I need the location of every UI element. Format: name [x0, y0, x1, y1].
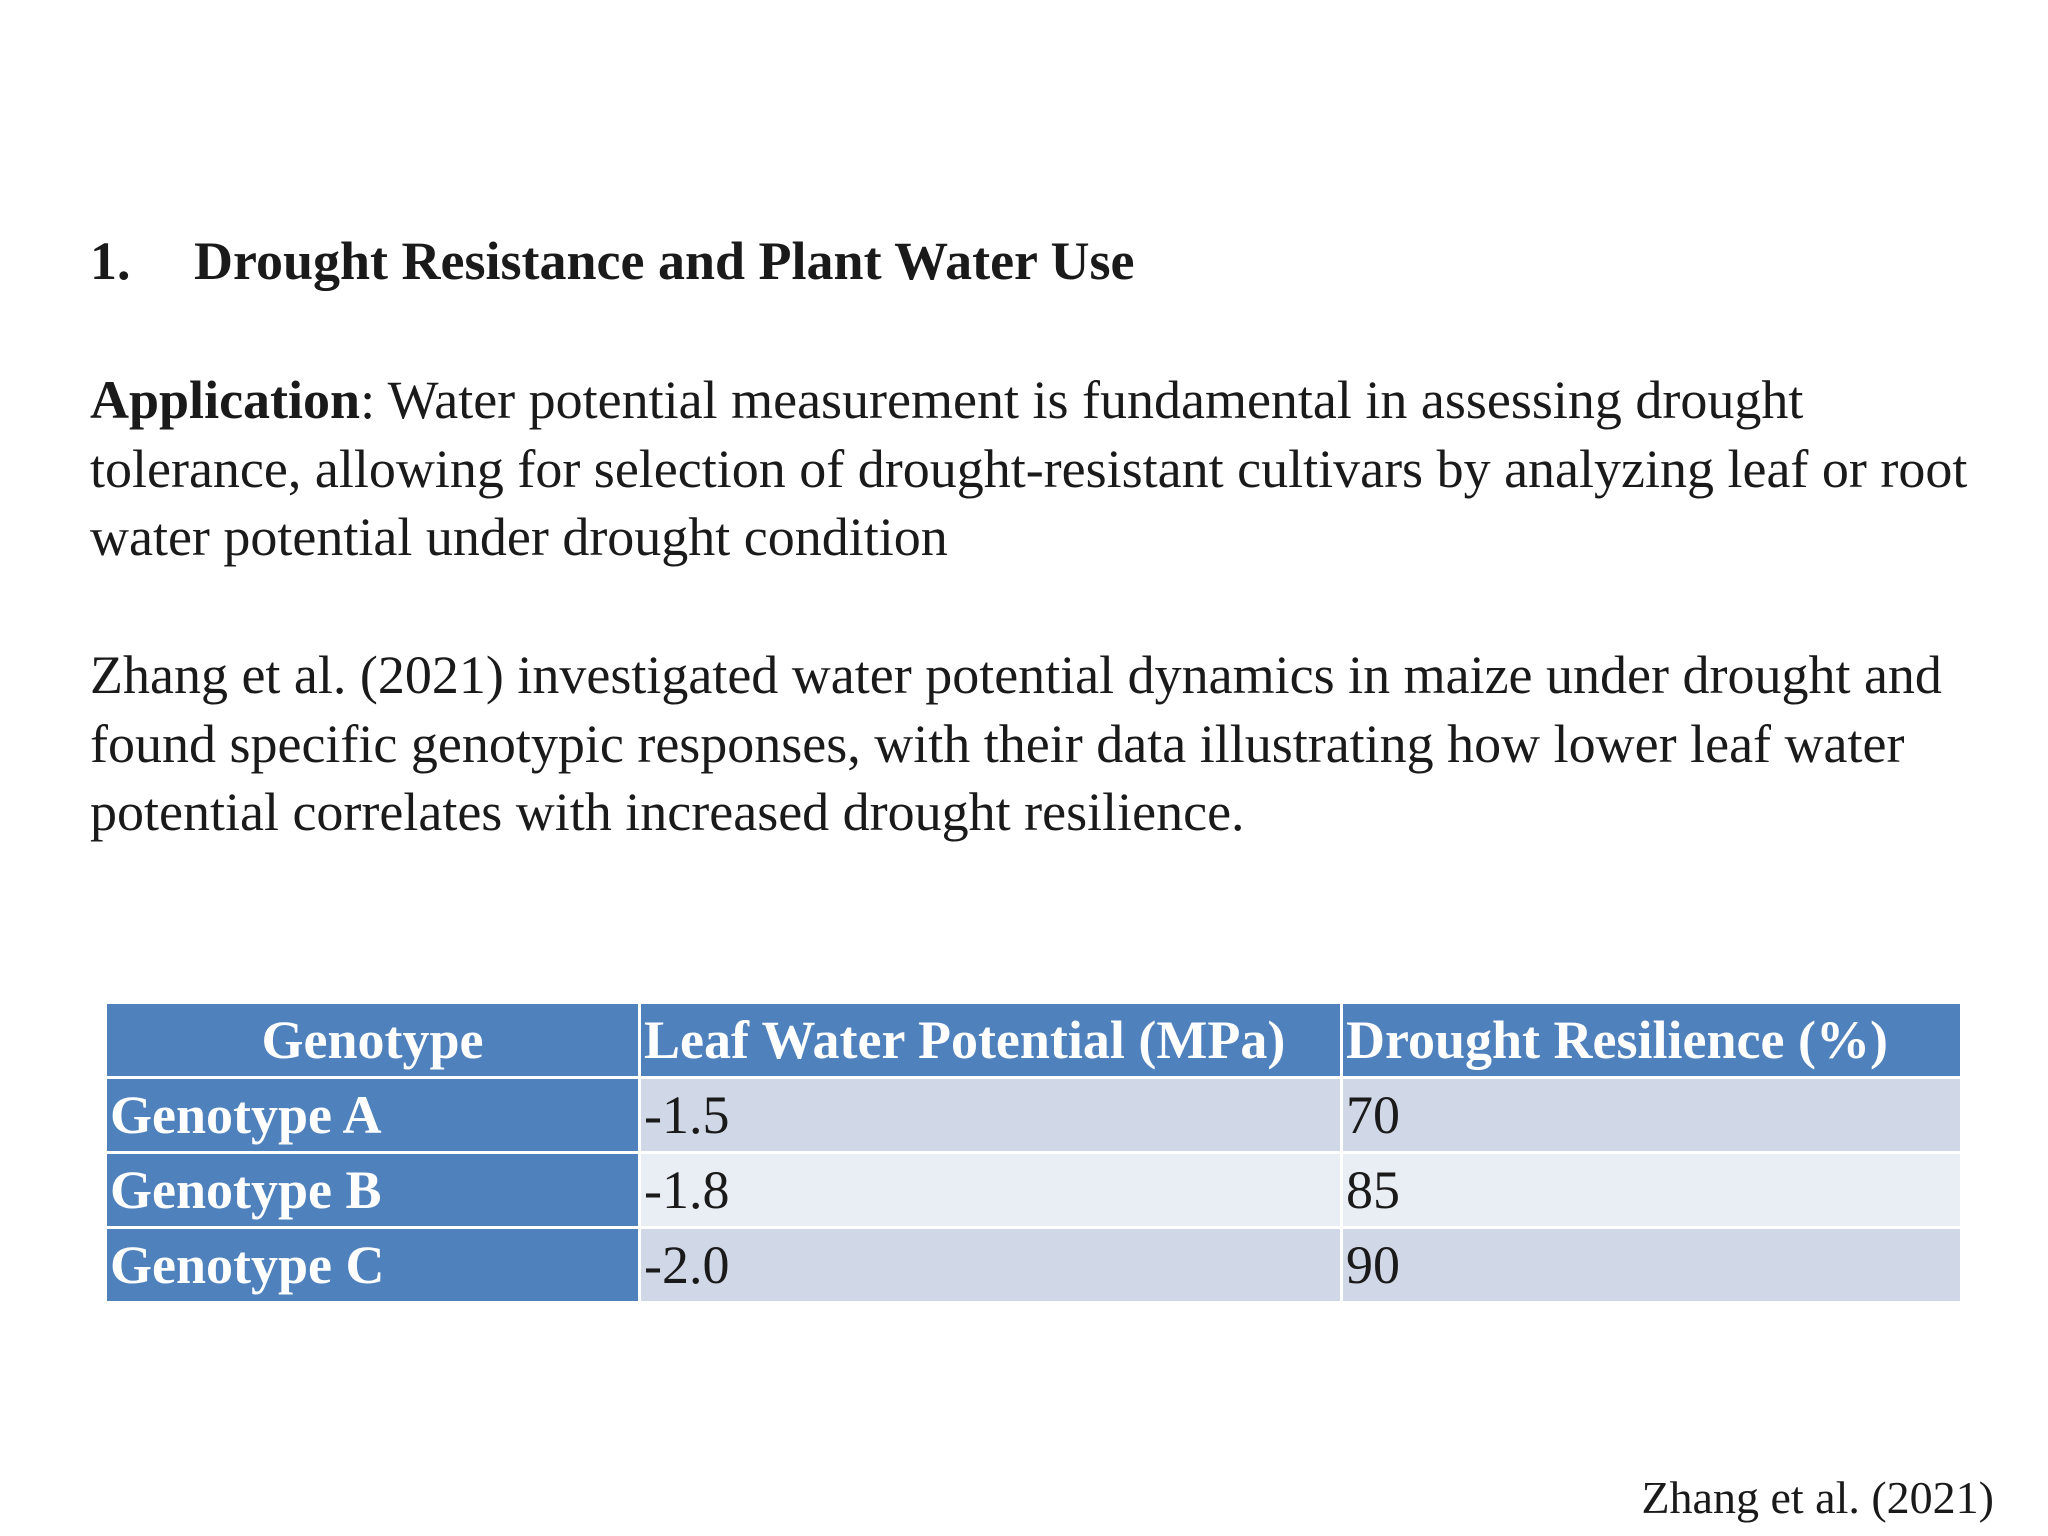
study-paragraph: Zhang et al. (2021) investigated water potential dynamics in maize under drought and found specific genotypic responses, with their data illustrating how lower leaf water potential correlates with increased drought resilience. — [90, 645, 1942, 842]
data-table — [104, 1001, 1963, 1304]
genotype-cell: Genotype A — [106, 1078, 640, 1153]
application-separator: : — [360, 370, 388, 430]
header-drought-resilience: Drought Resilience (%) — [1342, 1003, 1962, 1078]
leaf-water-potential-cell: -2.0 — [640, 1228, 1342, 1303]
heading-title: Drought Resistance and Plant Water Use — [194, 231, 1135, 291]
section-heading — [90, 228, 1135, 294]
drought-resilience-cell: 90 — [1342, 1228, 1962, 1303]
citation: Zhang et al. (2021) — [1641, 1472, 1994, 1523]
table-row — [106, 1228, 1962, 1303]
table-row — [106, 1078, 1962, 1153]
drought-resilience-cell: 70 — [1342, 1078, 1962, 1153]
genotype-cell: Genotype C — [106, 1228, 640, 1303]
leaf-water-potential-cell: -1.8 — [640, 1153, 1342, 1228]
application-paragraph — [90, 366, 1970, 572]
genotype-cell: Genotype B — [106, 1153, 640, 1228]
heading-number: 1. — [90, 231, 131, 291]
application-label: Application — [90, 370, 361, 430]
table-row — [106, 1153, 1962, 1228]
application-text: Water potential measurement is fundamental in assessing drought tolerance, allowing for selection of drought-resistant cultivars by analyzing leaf or root water potential under drought condition — [90, 370, 1968, 567]
drought-resilience-cell: 85 — [1342, 1153, 1962, 1228]
header-genotype: Genotype — [106, 1003, 640, 1078]
leaf-water-potential-cell: -1.5 — [640, 1078, 1342, 1153]
header-leaf-water-potential: Leaf Water Potential (MPa) — [640, 1003, 1342, 1078]
table-header-row — [106, 1003, 1962, 1078]
